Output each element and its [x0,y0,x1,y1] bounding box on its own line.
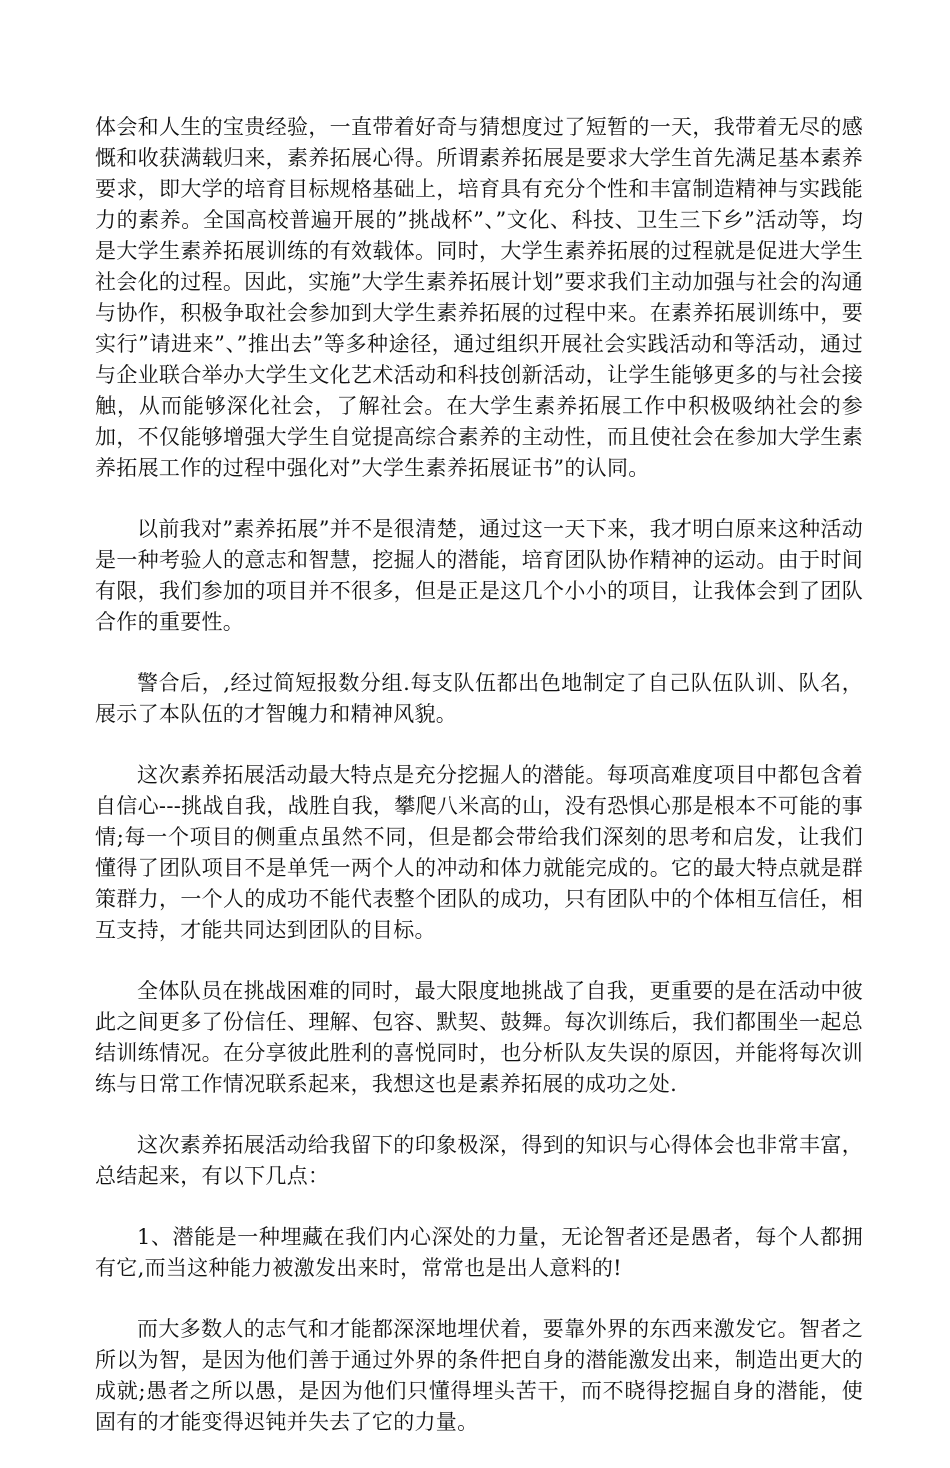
paragraph-4: 这次素养拓展活动最大特点是充分挖掘人的潜能。每项高难度项目中都包含着自信心---挑战自我，战胜自我，攀爬八米高的山，没有恐惧心那是根本不可能的事情;每一个项目的侧重点虽然不同，但是都会带给我们深刻的思考和启发，让我们懂得了团队项目不是单凭一两个人的冲动和体力就能完成的。它的最大特点就是群策群力，一个人的成功不能代表整个团队的成功，只有团队中的个体相互信任，相互支持，才能共同达到团队的目标。 [95,763,863,942]
paragraph-5: 全体队员在挑战困难的同时，最大限度地挑战了自我，更重要的是在活动中彼此之间更多了份信任、理解、包容、默契、鼓舞。每次训练后，我们都围坐一起总结训练情况。在分享彼此胜利的喜悦同时，也分析队友失误的原因，并能将每次训练与日常工作情况联系起来，我想这也是素养拓展的成功之处. [95,979,863,1096]
paragraph-2: 以前我对”素养拓展”并不是很清楚，通过这一天下来，我才明白原来这种活动是一种考验人的意志和智慧，挖掘人的潜能，培育团队协作精神的运动。由于时间有限，我们参加的项目并不很多，但是正是这几个小小的项目，让我体会到了团队合作的重要性。 [95,517,863,634]
paragraph-8: 而大多数人的志气和才能都深深地埋伏着，要靠外界的东西来激发它。智者之所以为智，是因为他们善于通过外界的条件把自身的潜能激发出来，制造出更大的成就;愚者之所以愚，是因为他们只懂得埋头苦干，而不晓得挖掘自身的潜能，使固有的才能变得迟钝并失去了它的力量。 [95,1317,863,1434]
paragraph-6: 这次素养拓展活动给我留下的印象极深，得到的知识与心得体会也非常丰富，总结起来，有以下几点： [95,1133,863,1188]
paragraph-3: 警合后，,经过简短报数分组.每支队伍都出色地制定了自己队伍队训、队名，展示了本队伍的才智魄力和精神风貌。 [95,671,863,726]
paragraph-1: 体会和人生的宝贵经验，一直带着好奇与猜想度过了短暂的一天，我带着无尽的感慨和收获满载归来，素养拓展心得。所谓素养拓展是要求大学生首先满足基本素养要求，即大学的培育目标规格基础上，培育具有充分个性和丰富制造精神与实践能力的素养。全国高校普遍开展的”挑战杯”、”文化、科技、卫生三下乡”活动等，均是大学生素养拓展训练的有效载体。同时，大学生素养拓展的过程就是促进大学生社会化的过程。因此，实施”大学生素养拓展计划”要求我们主动加强与社会的沟通与协作，积极争取社会参加到大学生素养拓展的过程中来。在素养拓展训练中，要实行”请进来”、”推出去”等多种途径，通过组织开展社会实践活动和等活动，通过与企业联合举办大学生文化艺术活动和科技创新活动，让学生能够更多的与社会接触，从而能够深化社会，了解社会。在大学生素养拓展工作中积极吸纳社会的参加，不仅能够增强大学生自觉提高综合素养的主动性，而且使社会在参加大学生素养拓展工作的过程中强化对”大学生素养拓展证书”的认同。 [95,115,863,480]
paragraph-7: 1、潜能是一种埋藏在我们内心深处的力量，无论智者还是愚者，每个人都拥有它,而当这种能力被激发出来时，常常也是出人意料的! [95,1225,863,1280]
document-body [95,112,863,1468]
